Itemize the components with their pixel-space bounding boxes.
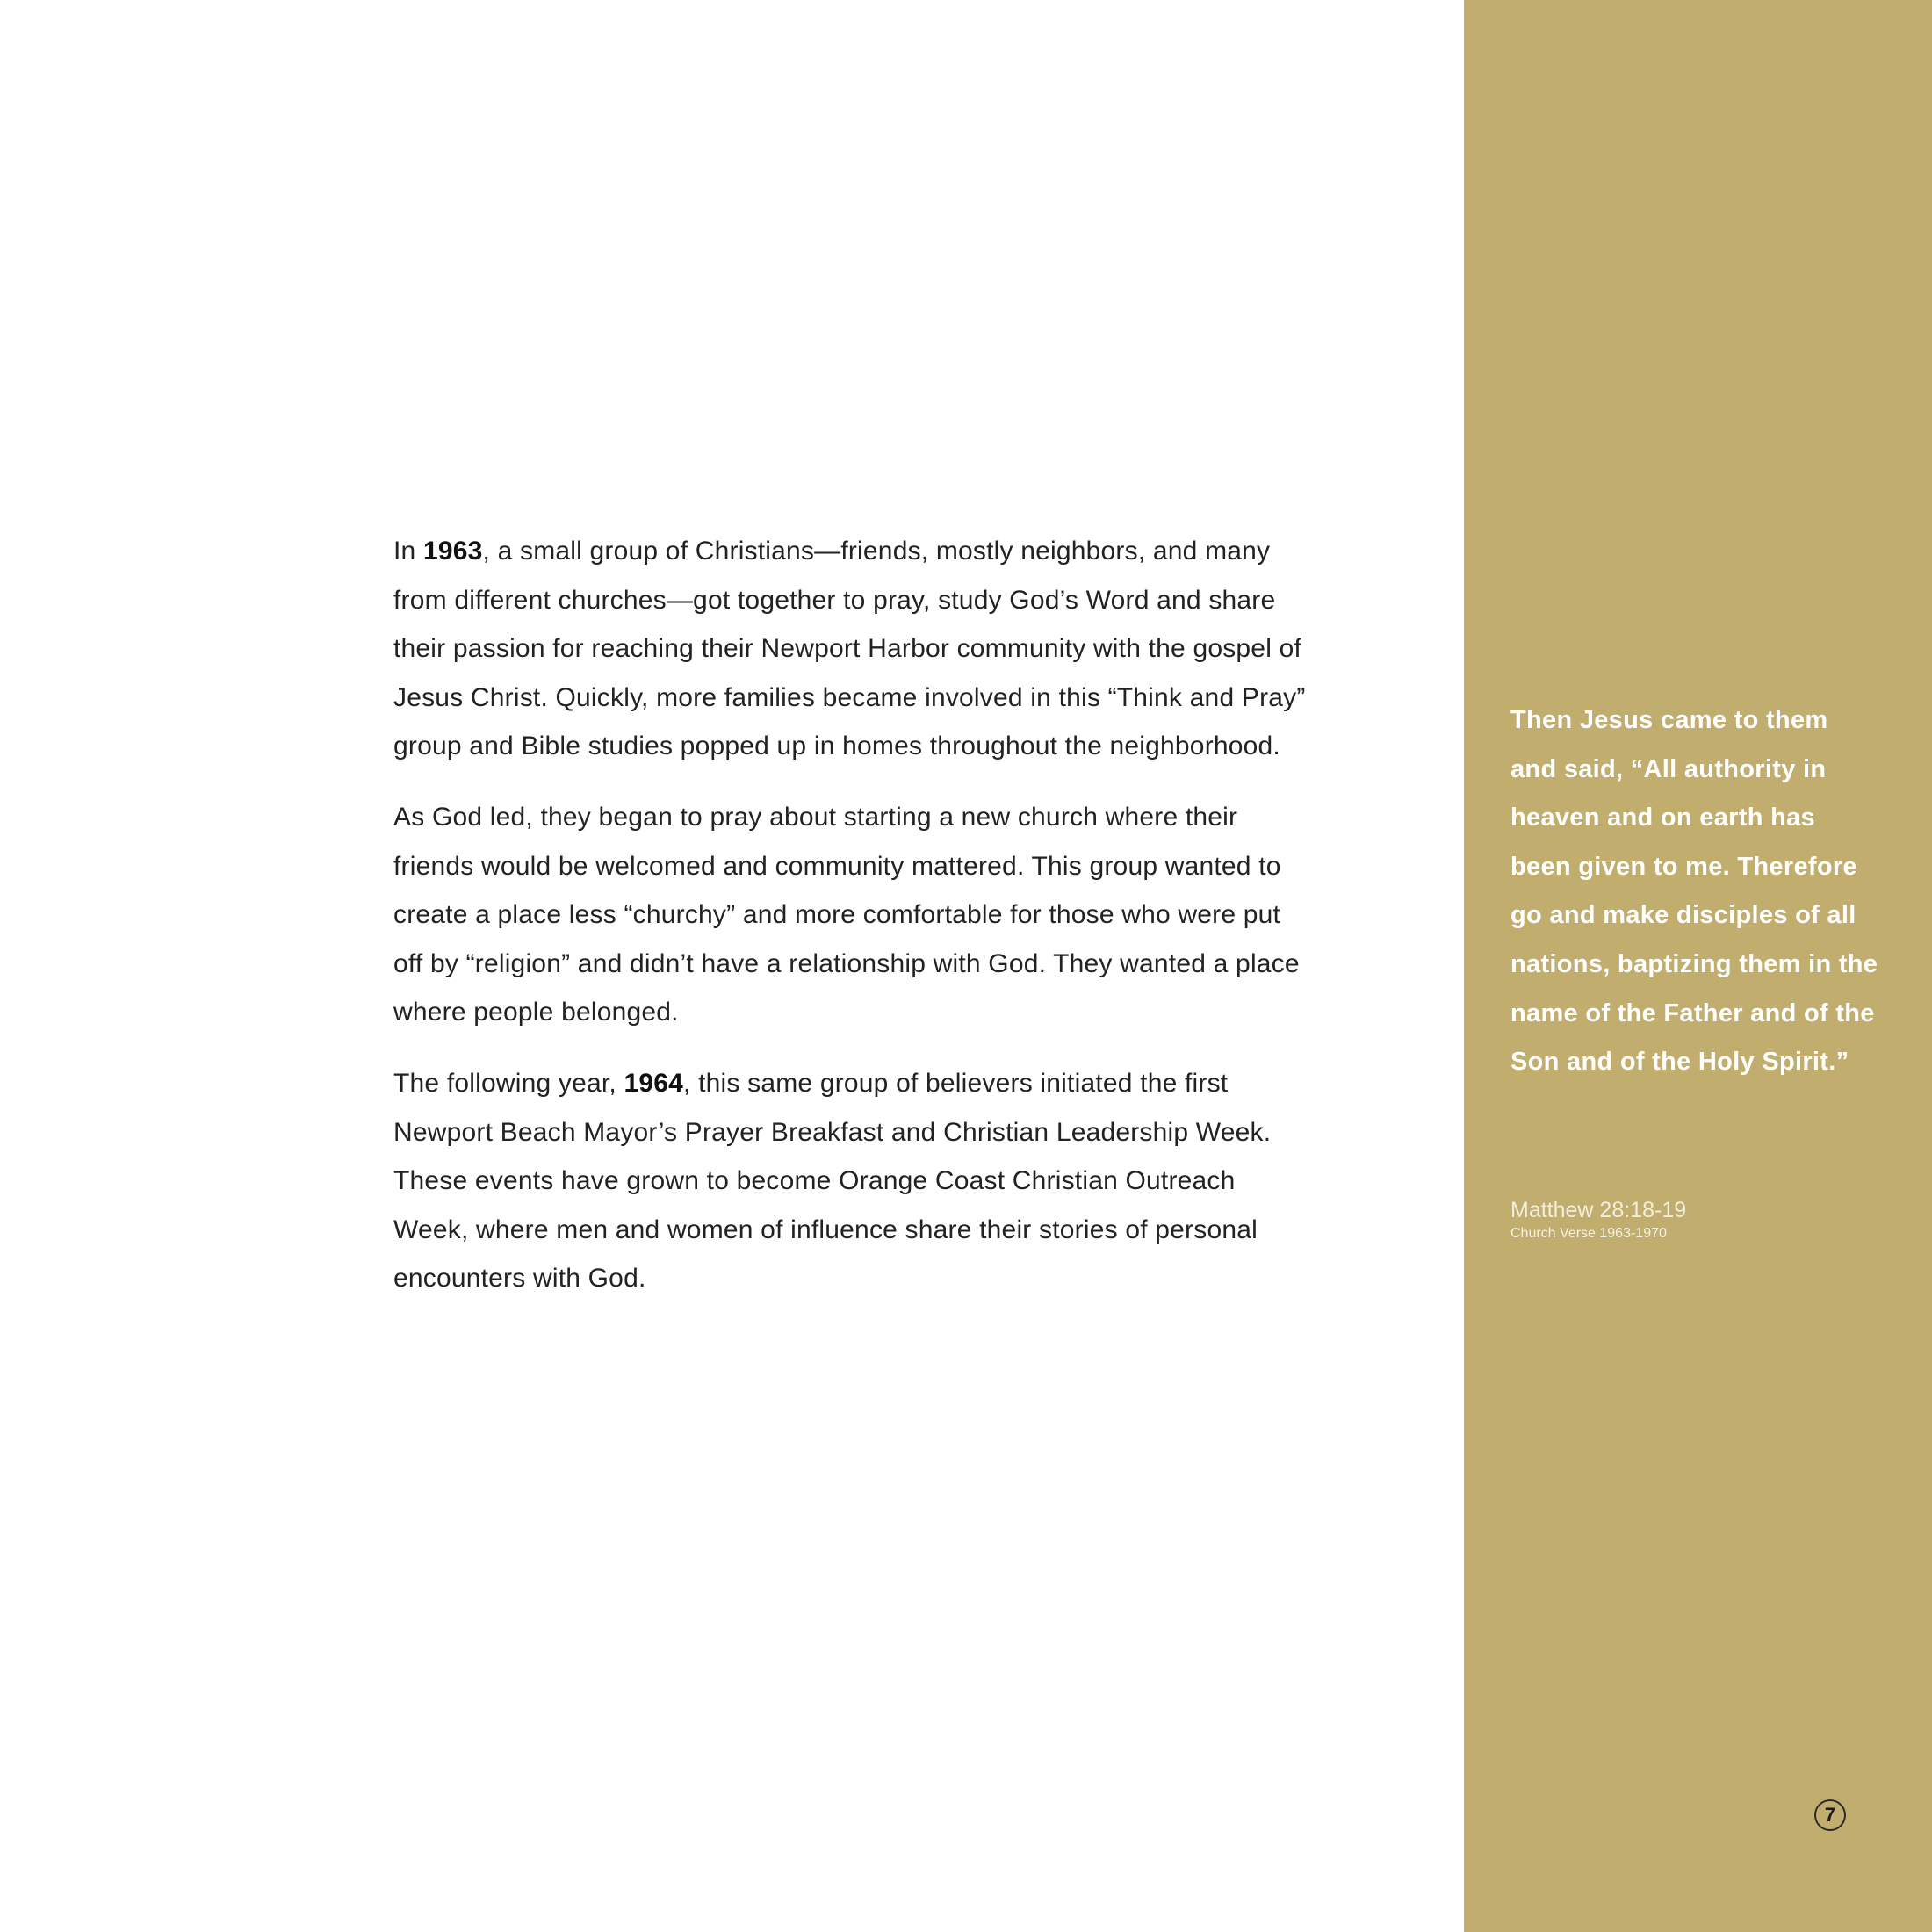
paragraph-lead: The following year, [393, 1068, 624, 1098]
main-text-column [393, 527, 1307, 1325]
scripture-quote: Then Jesus came to them and said, “All authority in heaven and on earth has been given to me. Therefore go and make disciples of all nations, baptizing them in the name of the Father and of the Son and of the Holy Spirit.” [1510, 706, 1878, 1077]
paragraph-lead: In [393, 537, 423, 566]
year-1964: 1964 [624, 1068, 684, 1098]
gold-sidebar [1464, 0, 1932, 1932]
scripture-citation: Matthew 28:18-19 [1510, 1198, 1687, 1222]
year-1963: 1963 [422, 537, 483, 566]
paragraph-rest: , this same group of believers initiated the first Newport Beach Mayor’s Prayer Breakfast and Christian Leadership Week. These events have grown to become Orange Coast Christian Outreach Week, where men and women of influence share their stories of personal encounters with God. [393, 1068, 1272, 1294]
page-number-badge: 7 [1814, 1799, 1846, 1831]
paragraph-1963 [393, 527, 1307, 771]
paragraph-rest: , a small group of Christians—friends, mostly neighbors, and many from different churches—got together to pray, study God’s Word and share their passion for reaching their Newport Harbor community with the gospel of Jesus Christ. Quickly, more families became involved in this “Think and Pray” group and Bible studies popped up in homes throughout the neighborhood. [393, 537, 1306, 761]
paragraph-1964 [393, 1059, 1307, 1303]
paragraph-church-start: As God led, they began to pray about starting a new church where their friends would be welcomed and community mattered. This group wanted to create a place less “churchy” and more comfortable for those who were put off by “religion” and didn’t have a relationship with God. They wanted a place where people belonged. [393, 802, 1300, 1027]
citation-subtitle: Church Verse 1963-1970 [1510, 1226, 1667, 1241]
